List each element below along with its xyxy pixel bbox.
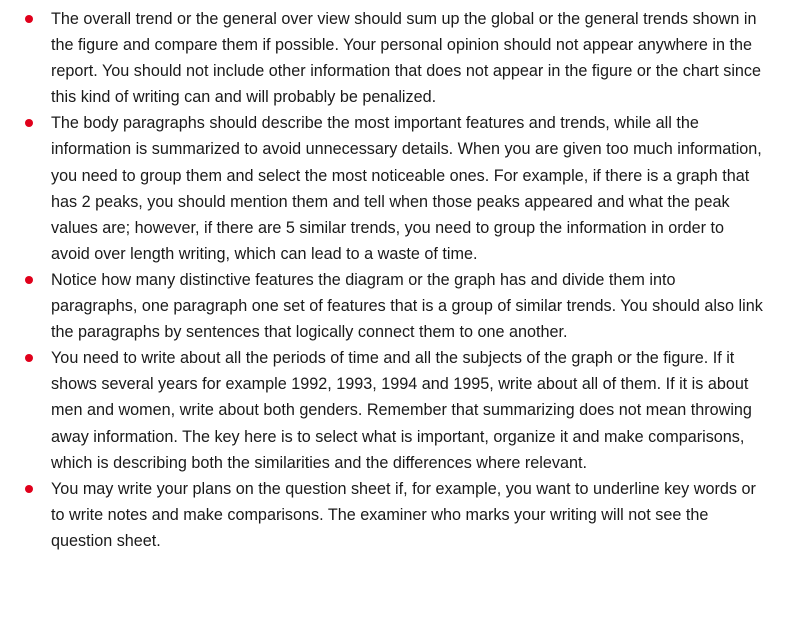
list-item bbox=[0, 476, 795, 554]
bullet-dot-icon bbox=[25, 485, 33, 493]
bullet-text: Notice how many distinctive features the diagram or the graph has and divide them into paragraphs, one paragraph one set of features that is a group of similar trends. You should also link the paragraphs by sentences that logically connect them to one another. bbox=[51, 270, 763, 342]
list-item bbox=[0, 110, 795, 267]
bullet-list bbox=[0, 6, 795, 554]
bullet-text: The body paragraphs should describe the most important features and trends, while all the information is summarized to avoid unnecessary details. When you are given too much information, you need to group them and select the most noticeable ones. For example, if there is a graph that has 2 peaks, you should mention them and tell when those peaks appeared and what the peak values are; however, if there are 5 similar trends, you need to group the information in order to avoid over length writing, which can lead to a waste of time. bbox=[51, 114, 762, 263]
list-item bbox=[0, 345, 795, 475]
bullet-dot-icon bbox=[25, 354, 33, 362]
bullet-text: The overall trend or the general over view should sum up the global or the general trends shown in the figure and compare them if possible. Your personal opinion should not appear anywhere in the report. You should not include other information that does not appear in the figure or the chart since this kind of writing can and will probably be penalized. bbox=[51, 10, 762, 107]
list-item bbox=[0, 267, 795, 345]
bullet-text: You may write your plans on the question sheet if, for example, you want to underline key words or to write notes and make comparisons. The examiner who marks your writing will not see the question sheet. bbox=[51, 479, 756, 550]
list-item bbox=[0, 6, 795, 110]
bullet-text: You need to write about all the periods of time and all the subjects of the graph or the figure. If it shows several years for example 1992, 1993, 1994 and 1995, write about all of them. If it is about men and women, write about both genders. Remember that summarizing does not mean throwing away information. The key here is to select what is important, organize it and make comparisons, which is describing both the similarities and the differences where relevant. bbox=[51, 349, 752, 472]
bullet-dot-icon bbox=[25, 15, 33, 23]
bullet-dot-icon bbox=[25, 276, 33, 284]
document-body bbox=[0, 6, 795, 554]
bullet-dot-icon bbox=[25, 119, 33, 127]
